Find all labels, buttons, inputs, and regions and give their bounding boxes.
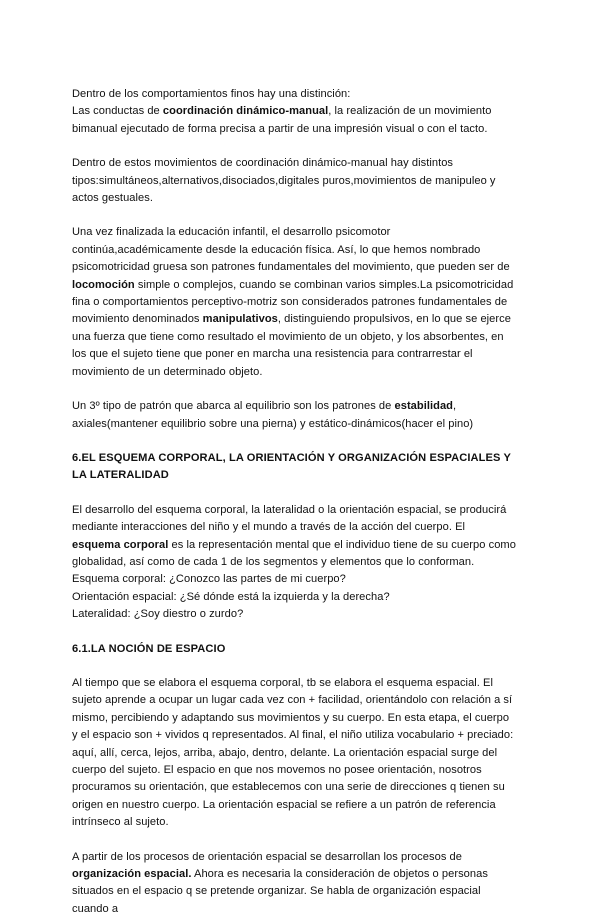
paragraph-patterns	[72, 224, 516, 381]
question-line: Lateralidad: ¿Soy diestro o zurdo?	[72, 608, 244, 621]
paragraph-stability	[72, 398, 516, 433]
paragraph-fine-behaviors	[72, 86, 516, 138]
text: Un 3º tipo de patrón que abarca al equilibrio son los patrones de	[72, 400, 395, 413]
bold-term: locomoción	[72, 278, 135, 291]
text: es la representación mental que el individuo tiene de su cuerpo como globalidad, así como de cada 1 de los segmentos y elementos que lo conforman.	[72, 538, 516, 568]
subsection-heading: 6.1.LA NOCIÓN DE ESPACIO	[72, 642, 226, 655]
section-heading: 6.EL ESQUEMA CORPORAL, LA ORIENTACIÓN Y ORGANIZACIÓN ESPACIALES Y LA LATERALIDAD	[72, 451, 511, 482]
paragraph-movement-types: Dentro de estos movimientos de coordinación dinámico-manual hay distintos tipos:simultáneos,alternativos,disociados,digitales puros,movimientos de manipuleo y actos gestuales.	[72, 157, 496, 205]
bold-term: organización espacial.	[72, 868, 192, 881]
text: Ahora es necesaria la consideración de objetos o personas situados en el espacio q se pretende organizar. Se habla de organización espacial cuando a	[72, 868, 488, 915]
text: , distinguiendo propulsivos, en lo que se ejerce una fuerza que tiene como resultado el movimiento de un objeto, y los absorbentes, en los que el sujeto tiene que poner en marcha una resistencia para contrarrestar el movimiento de un determinado objeto.	[72, 313, 511, 378]
text: , axiales(mantener equilibrio sobre una pierna) y estático-dinámicos(hacer el pino)	[72, 400, 474, 430]
text: Dentro de los comportamientos finos hay una distinción:	[72, 88, 351, 100]
text: Una vez finalizada la educación infantil, el desarrollo psicomotor continúa,académicamente desde la educación física. Así, lo que hemos nombrado psicomotricidad gruesa son patrones fundamentales del movimiento, que pueden ser de	[72, 226, 510, 274]
paragraph-space-notion: Al tiempo que se elabora el esquema corporal, tb se elabora el esquema espacial. El sujeto aprende a ocupar un lugar cada vez con + facilidad, orientándolo con relación a sí mismo, percibiendo y adaptando sus movimientos y su cuerpo. En esta etapa, el cuerpo y el espacio son + vividos q representados. Al final, el niño utiliza vocabulario + preciado: aquí, allí, cerca, lejos, arriba, abajo, dentro, delante. La orientación espacial surge del cuerpo del sujeto. El espacio en que nos movemos no posee orientación, nosotros procuramos su orientación, que establecemos con una serie de direcciones q tienen su origen en nuestro cuerpo. La orientación espacial se refiere a un patrón de referencia intrínseco al sujeto.	[72, 676, 514, 829]
bold-term: esquema corporal	[72, 538, 169, 551]
question-line: Esquema corporal: ¿Conozco las partes de mi cuerpo?	[72, 573, 346, 586]
bold-term: estabilidad	[394, 400, 453, 413]
text: A partir de los procesos de orientación espacial se desarrollan los procesos de	[72, 850, 462, 863]
paragraph-body-schema	[72, 502, 516, 624]
text: simple o complejos, cuando se combinan varios simples.La psicomotricidad fina o comportamientos perceptivo-motriz son considerados patrones fundamentales de movimiento denominados	[72, 278, 514, 326]
bold-term: manipulativos	[202, 313, 278, 326]
paragraph-space-organization	[72, 849, 516, 918]
text: Las conductas de	[72, 105, 163, 118]
text: , la realización de un movimiento bimanual ejecutado de forma precisa a partir de una impresión visual o con el tacto.	[72, 105, 492, 135]
text: El desarrollo del esquema corporal, la lateralidad o la orientación espacial, se producirá mediante interacciones del niño y el mundo a través de la acción del cuerpo. El	[72, 503, 507, 534]
bold-term: coordinación dinámico-manual	[162, 105, 329, 118]
question-line: Orientación espacial: ¿Sé dónde está la izquierda y la derecha?	[72, 590, 390, 603]
